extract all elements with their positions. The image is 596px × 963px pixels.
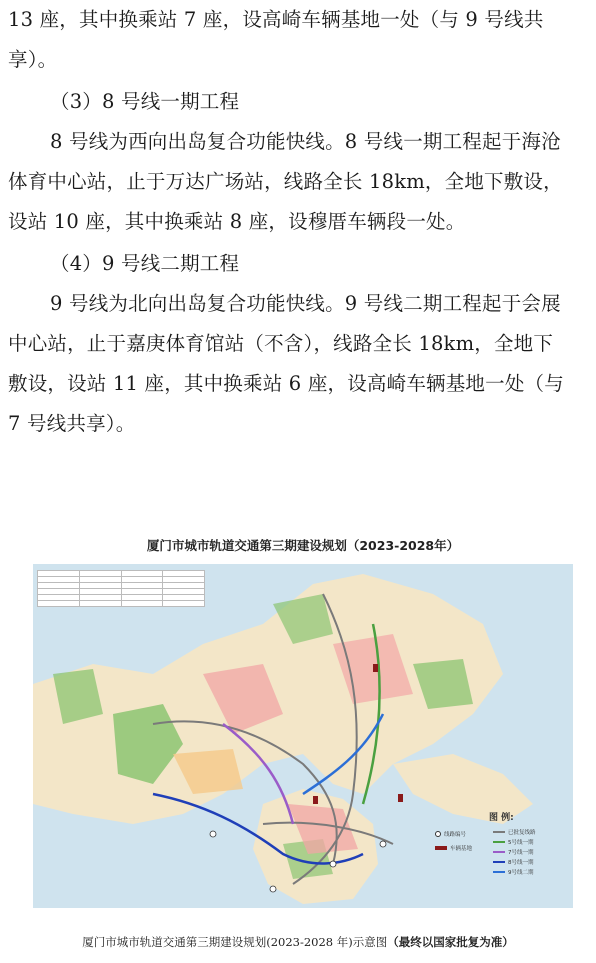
legend-label: 7号线一期 [508, 850, 534, 856]
legend-label: 车辆基地 [450, 846, 473, 852]
info-table-inset [37, 570, 205, 607]
text-line: 敷设，设站 11 座，其中换乘站 6 座，设高崎车辆基地一处（与 [8, 372, 564, 395]
station-marker [270, 886, 276, 892]
section-heading-line8: （3）8 号线一期工程 [50, 90, 240, 113]
legend-item-line7 [493, 848, 534, 856]
paragraph-line9 [8, 284, 588, 444]
transit-map [33, 564, 573, 908]
text-line: 设站 10 座，其中换乘站 8 座，设穆厝车辆段一处。 [8, 210, 466, 233]
text-line: 中心站，止于嘉庚体育馆站（不含），线路全长 18km，全地下 [8, 332, 554, 355]
paragraph-line8 [8, 122, 588, 242]
caption-note: （最终以国家批复为准） [387, 935, 514, 949]
legend-item-line8 [493, 858, 534, 866]
depot-marker [398, 794, 403, 802]
paragraph-line1-continuation [8, 0, 588, 80]
map-legend [435, 810, 555, 894]
line-swatch-icon [493, 871, 505, 873]
transit-plan-figure [33, 536, 573, 908]
line-swatch-icon [493, 831, 505, 833]
depot-marker [373, 664, 378, 672]
text-line: 9 号线为北向出岛复合功能快线。9 号线二期工程起于会展 [50, 292, 561, 315]
legend-item-station [435, 830, 466, 838]
legend-item-existing [493, 828, 536, 836]
legend-label: 8号线一期 [508, 860, 534, 866]
legend-label: 9号线二期 [508, 870, 534, 876]
line-swatch-icon [493, 841, 505, 843]
depot-icon [435, 846, 447, 850]
station-marker [210, 831, 216, 837]
depot-marker [313, 796, 318, 804]
legend-item-line9 [493, 868, 534, 876]
legend-label: 线路编号 [444, 832, 467, 838]
section-heading-line9: （4）9 号线二期工程 [50, 252, 240, 275]
legend-title: 图 例: [489, 813, 514, 823]
text-line: 13 座，其中换乘站 7 座，设高崎车辆基地一处（与 9 号线共 [8, 8, 544, 31]
text-line: 体育中心站，止于万达广场站，线路全长 18km，全地下敷设， [8, 170, 563, 193]
legend-item-line5 [493, 838, 534, 846]
figure-title: 厦门市城市轨道交通第三期建设规划（2023-2028年） [146, 538, 460, 553]
line-swatch-icon [493, 851, 505, 853]
station-icon [435, 831, 441, 837]
text-line: 7 号线共享）。 [8, 412, 136, 435]
legend-item-depot [435, 844, 472, 852]
text-line: 8 号线为西向出岛复合功能快线。8 号线一期工程起于海沧 [50, 130, 561, 153]
legend-label: 已批复线路 [508, 830, 536, 836]
line-swatch-icon [493, 861, 505, 863]
station-marker [380, 841, 386, 847]
station-marker [330, 861, 336, 867]
legend-label: 5号线一期 [508, 840, 534, 846]
figure-caption [0, 934, 596, 950]
caption-text: 厦门市城市轨道交通第三期建设规划(2023-2028 年)示意图 [82, 935, 388, 949]
text-line: 享）。 [8, 48, 58, 71]
